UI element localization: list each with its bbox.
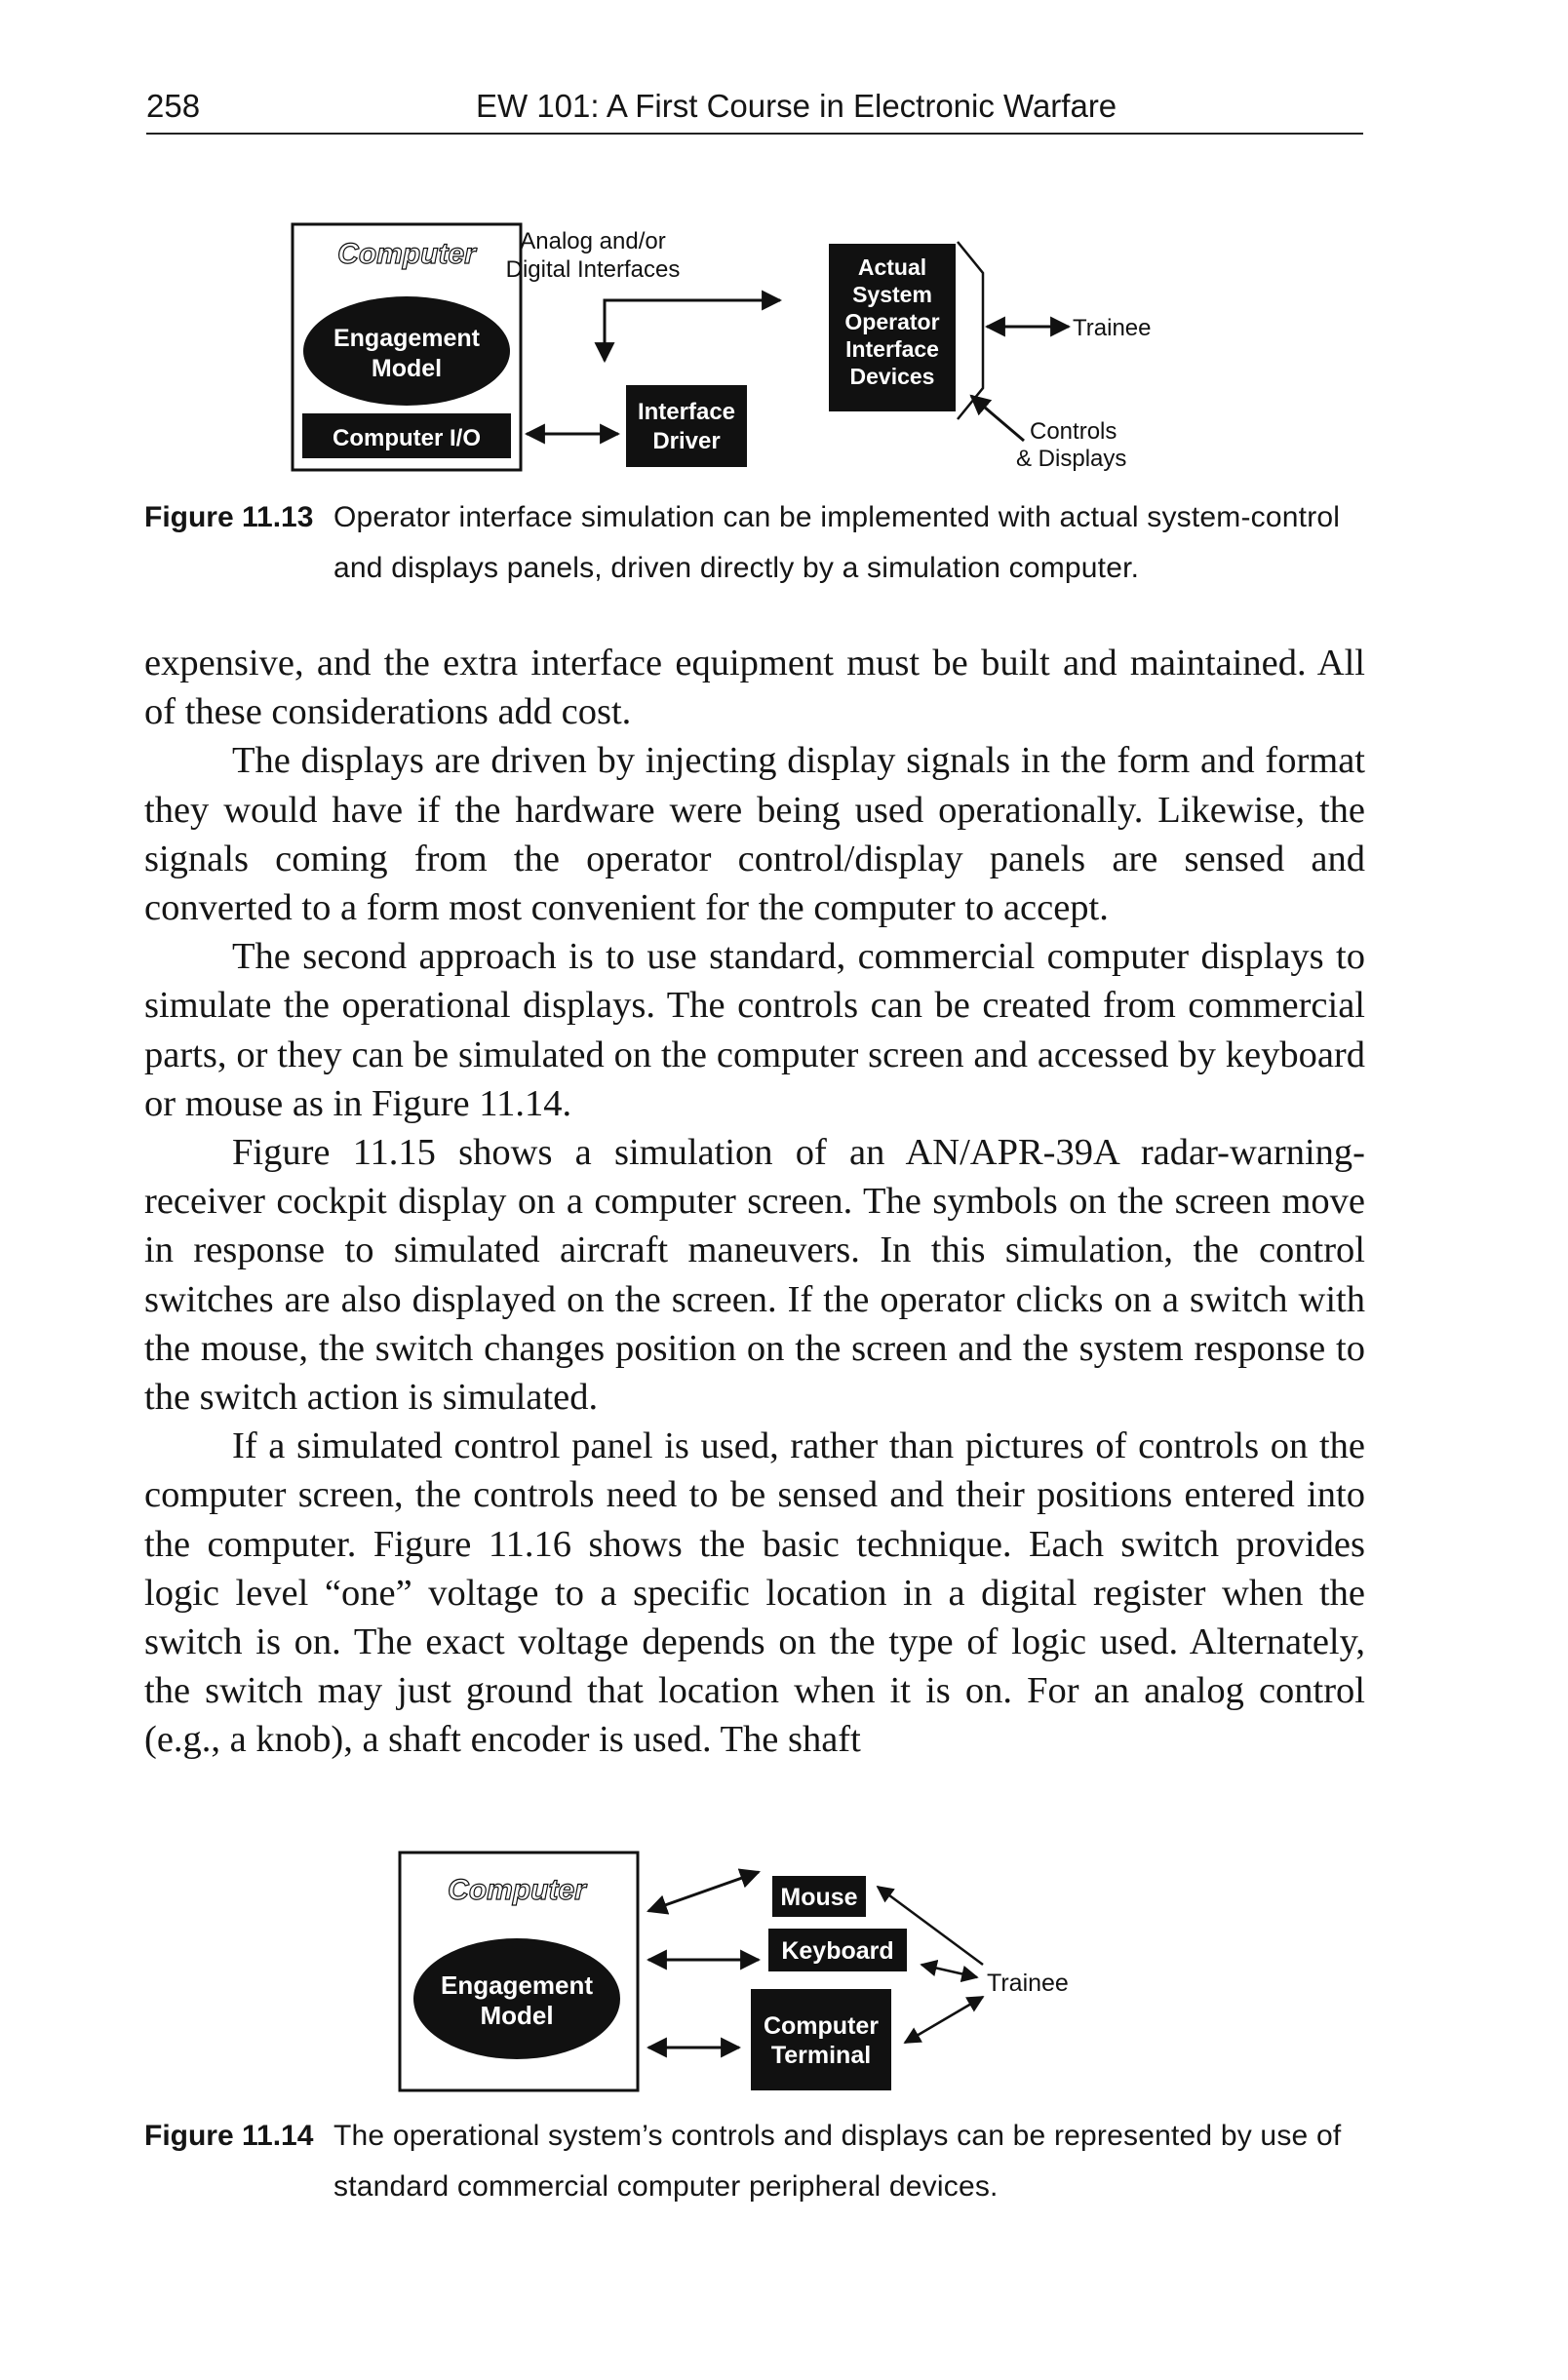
- engagement-model-line2: Model: [371, 355, 443, 382]
- figure-11-14-caption-label: Figure 11.14: [144, 2120, 314, 2152]
- trainee-keyboard-link: [921, 1965, 977, 1977]
- terminal-line2: Terminal: [770, 2042, 872, 2069]
- running-title: EW 101: A First Course in Electronic Warfare: [476, 88, 1117, 124]
- paragraph-2: The displays are driven by injecting display signals in the form and format they would have if the hardware were being used operationally. Likewise, the signals coming from the operator control/display panels are sensed and converted to a form most convenient for the computer to accept.: [144, 740, 1365, 929]
- controls-line1: Controls: [1030, 418, 1117, 445]
- engagement-model-line1: Engagement: [333, 325, 481, 352]
- computer-io-label: Computer I/O: [332, 425, 482, 451]
- engagement-model-2-line2: Model: [480, 2001, 554, 2030]
- actual-system-line2: System: [852, 282, 932, 307]
- paragraph-5: If a simulated control panel is used, rather than pictures of controls on the computer screen, the controls need to be sensed and their positions entered into the computer. Figure 11.16 shows the basic technique. Each switch provides logic level “one” voltage to a specific location in a digital register when the switch is on. The exact voltage depends on the type of logic used. Alternately, the switch may just ground that location when it is on. For an analog control (e.g., a knob), a shaft encoder is used. The shaft: [144, 1425, 1365, 1761]
- actual-system-line5: Devices: [849, 364, 935, 389]
- analog-interfaces-line2: Digital Interfaces: [505, 256, 681, 283]
- trainee-label-2: Trainee: [987, 1970, 1069, 1997]
- analog-interface-connector: [605, 300, 780, 361]
- trainee-terminal-link: [905, 1997, 983, 2043]
- figure-11-13-caption-text: Operator interface simulation can be implemented with actual system-control and displays panels, driven directly by a simulation computer.: [333, 501, 1341, 584]
- terminal-line1: Computer: [763, 2012, 880, 2040]
- interface-driver-line2: Driver: [652, 428, 721, 454]
- analog-interfaces-line1: Analog and/or: [520, 228, 666, 254]
- figure-11-13-caption: [144, 492, 1373, 600]
- computer-label-2: Computer: [448, 1874, 586, 1906]
- interface-driver-box: [626, 385, 747, 467]
- mouse-arrow: [648, 1872, 759, 1911]
- interface-driver-line1: Interface: [637, 399, 736, 425]
- paragraph-3: The second approach is to use standard, commercial computer displays to simulate the operational displays. The controls can be created from commercial parts, or they can be simulated on the computer screen and accessed by keyboard or mouse as in Figure 11.14.: [144, 936, 1365, 1124]
- actual-system-line3: Operator: [844, 309, 940, 334]
- body-text: [144, 639, 1365, 1765]
- computer-label: Computer: [337, 238, 476, 270]
- engagement-model-2-line1: Engagement: [440, 1970, 594, 2000]
- figure-11-13-caption-label: Figure 11.13: [144, 501, 314, 533]
- figure-11-13-diagram: [283, 215, 1199, 483]
- figure-11-14-caption: [144, 2111, 1373, 2218]
- controls-line2: & Displays: [1016, 446, 1127, 472]
- figure-11-14-caption-text: The operational system’s controls and displays can be represented by use of standard commercial computer peripheral devices.: [333, 2120, 1342, 2203]
- figure-11-14-diagram: [390, 1843, 1131, 2101]
- paragraph-1: expensive, and the extra interface equipment must be built and maintained. All of these considerations add cost.: [144, 643, 1365, 733]
- actual-system-line4: Interface: [845, 336, 939, 362]
- page-number: 258: [146, 88, 201, 124]
- figure-11-14: [390, 1843, 1131, 2101]
- controls-pointer: [971, 396, 1024, 441]
- paragraph-4: Figure 11.15 shows a simulation of an AN/APR-39A radar-warning-receiver cockpit display on a computer screen. The symbols on the screen move in response to simulated aircraft maneuvers. In this simulation, the control switches are also displayed on the screen. If the operator clicks on a switch with the mouse, the switch changes position on the screen and the system response to the switch action is simulated.: [144, 1132, 1365, 1419]
- running-head: [146, 82, 1363, 135]
- keyboard-label: Keyboard: [781, 1937, 894, 1965]
- figure-11-13: [283, 215, 1199, 483]
- actual-system-line1: Actual: [857, 254, 927, 280]
- mouse-label: Mouse: [780, 1884, 858, 1911]
- system-bracket: [958, 242, 983, 419]
- trainee-label-1: Trainee: [1073, 315, 1152, 341]
- terminal-box: [751, 1989, 891, 2090]
